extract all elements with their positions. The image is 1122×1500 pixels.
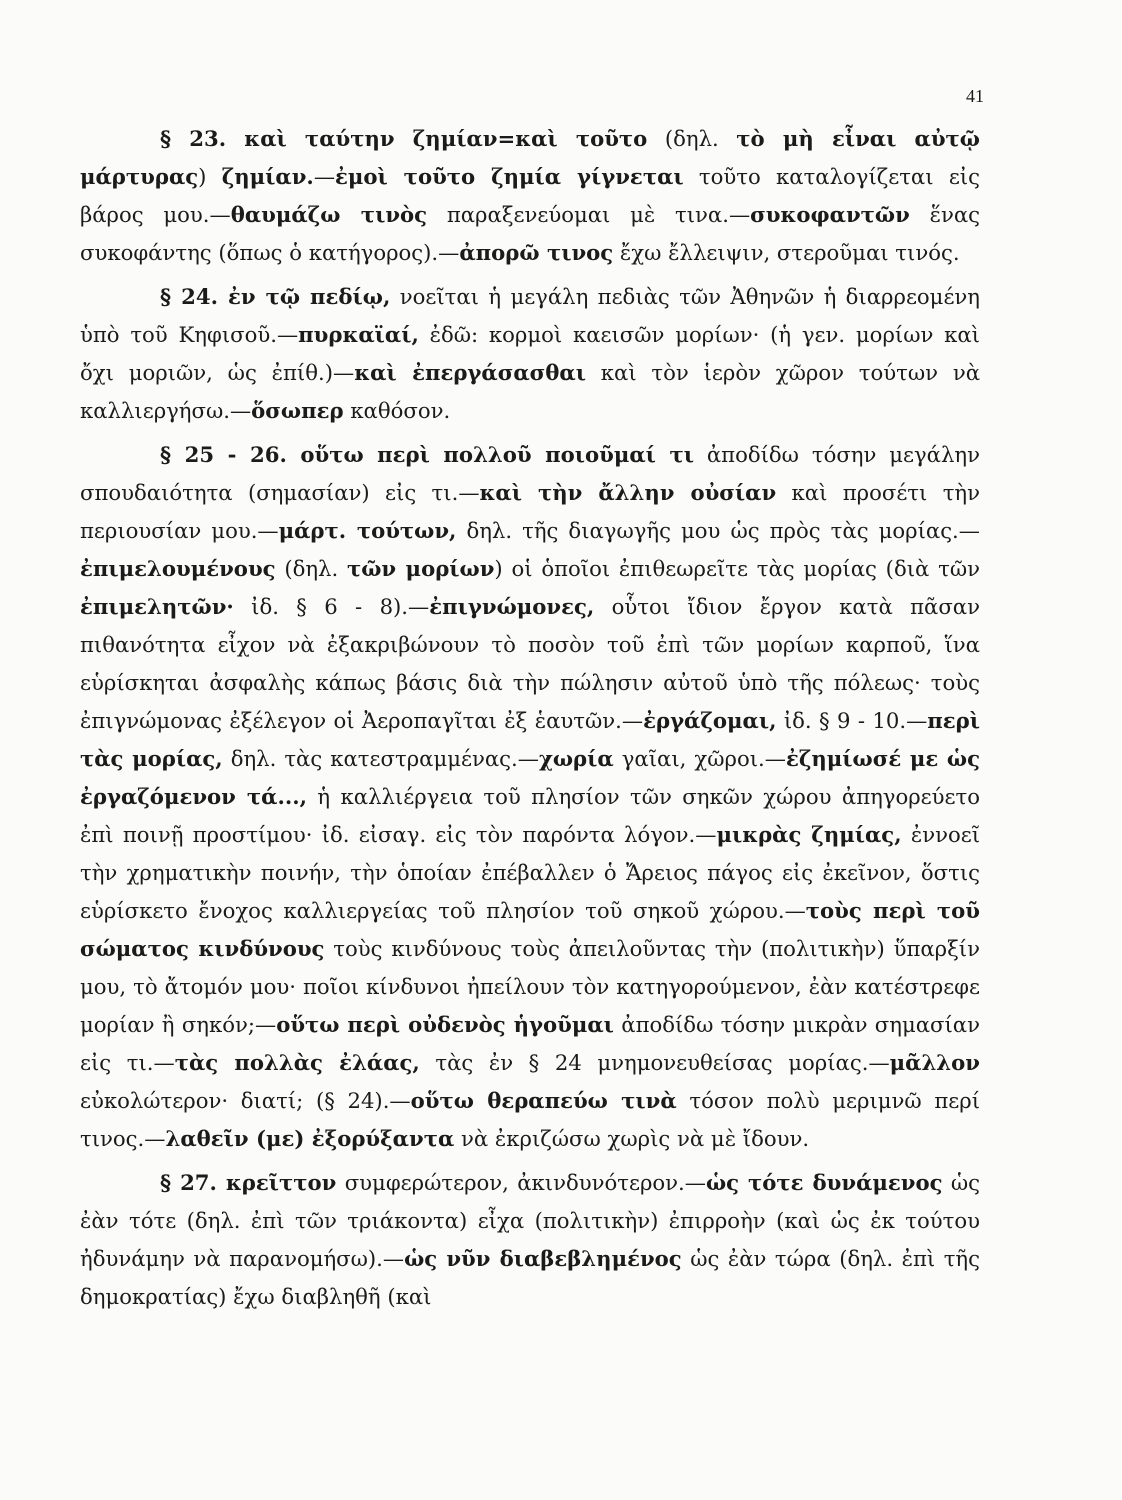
page-number: 41 <box>966 86 984 106</box>
gloss-text: παραξενεύομαι μὲ τινα.— <box>427 202 751 227</box>
lemma-text: θαυμάζω τινὸς <box>230 202 428 227</box>
lemma-text: ἐπιμελητῶν· <box>80 594 234 619</box>
lemma-text: λαθεῖν (με) ἐξορύξαντα <box>165 1126 455 1151</box>
gloss-text: συμφερώτερον, ἀκινδυνότερον.— <box>336 1170 706 1195</box>
gloss-text: ὡς ἐὰν τότε (δηλ. ἐπὶ τῶν τριάκοντα) εἶχα (πολιτικὴν) ἐπιρροὴν (καὶ ὡς ἐκ τούτου ἠδυνάμην νὰ παρανομήσω).— <box>80 1170 980 1271</box>
lemma-text: μάρτ. τούτων, <box>278 518 457 543</box>
lemma-text: τὰς πολλὰς ἐλάας, <box>174 1050 420 1075</box>
lemma-text: ἐργάζομαι, <box>643 708 777 733</box>
gloss-text: νὰ ἐκριζώσω χωρὶς νὰ μὲ ἴδουν. <box>454 1126 810 1151</box>
lemma-text: χωρία <box>538 746 614 771</box>
lemma-text: πυρκαϊαί, <box>298 322 419 347</box>
lemma-text: § 25 - 26. οὕτω περὶ πολλοῦ ποιοῦμαί τι <box>160 442 694 467</box>
lemma-text: οὕτω θεραπεύω τινὰ <box>410 1088 677 1113</box>
gloss-text: δηλ. τῆς διαγωγῆς μου ὡς πρὸς τὰς μορίας.— <box>456 518 980 543</box>
gloss-text: ὡς ἐὰν τώρα (δηλ. ἐπὶ τῆς δημοκρατίας) ἔχω διαβληθῆ (καὶ <box>80 1246 980 1309</box>
gloss-text: ἰδ. § 6 - 8).— <box>233 594 430 619</box>
gloss-text: εὐκολώτερον· διατί; (§ 24).— <box>80 1088 411 1113</box>
gloss-text: καθόσον. <box>343 398 451 423</box>
lemma-text: ἐπιμελουμένους <box>80 556 276 581</box>
lemma-text: μικρὰς ζημίας, <box>716 822 902 847</box>
lemma-text: συκοφαντῶν <box>750 202 910 227</box>
gloss-text: ) οἱ ὁποῖοι ἐπιθεωρεῖτε τὰς μορίας (διὰ τῶν <box>494 556 980 581</box>
lemma-text: τὸ μὴ εἶναι αὐτῷ μάρτυρας <box>80 126 980 189</box>
gloss-text: τοὺς κινδύνους τοὺς ἀπειλοῦντας τὴν (πολιτικὴν) ὕπαρξίν μου, τὸ ἄτομόν μου· ποῖοι κίνδυνοι ἠπείλουν τὸν κατηγορούμενον, ἐὰν κατέστρεφε μορίαν ἢ σηκόν;— <box>80 936 980 1037</box>
gloss-text: — <box>313 164 335 189</box>
gloss-text: ) <box>198 164 222 189</box>
gloss-text: ἡ καλλιέργεια τοῦ πλησίον τῶν σηκῶν χώρου ἀπηγορεύετο ἐπὶ ποινῇ προστίμου· ἰδ. εἰσαγ. εἰς τὸν παρόντα λόγον.— <box>80 784 980 847</box>
paragraph-24 <box>80 278 980 430</box>
lemma-text: μᾶλλον <box>889 1050 980 1075</box>
gloss-text: τοῦτο καταλογίζεται εἰς βάρος μου.— <box>80 164 980 227</box>
gloss-text: τὰς ἐν § 24 μνημονευθείσας μορίας.— <box>419 1050 890 1075</box>
gloss-text: καὶ προσέτι τὴν περιουσίαν μου.— <box>80 480 980 543</box>
lemma-text: ὡς τότε δυνάμενος <box>705 1170 943 1195</box>
commentary-text <box>80 120 980 1316</box>
gloss-text: γαῖαι, χῶροι.— <box>613 746 786 771</box>
lemma-text: οὕτω περὶ οὐδενὸς ἡγοῦμαι <box>276 1012 614 1037</box>
gloss-text: (δηλ. <box>275 556 347 581</box>
paragraph-25-26 <box>80 436 980 1158</box>
gloss-text: οὗτοι ἴδιον ἔργον κατὰ πᾶσαν πιθανότητα εἶχον νὰ ἐξακριβώνουν τὸ ποσὸν τοῦ ἐπὶ τῶν μορίων καρποῦ, ἵνα εὑρίσκηται ἀσφαλὴς κάπως βάσις διὰ τὴν πώλησιν αὐτοῦ ὑπὸ τῆς πόλεως· τοὺς ἐπιγνώμονας ἐξέλεγον οἱ Ἀεροπαγῖται ἐξ ἑαυτῶν.— <box>80 594 980 733</box>
lemma-text: ἀπορῶ τινος <box>459 240 614 265</box>
lemma-text: τοὺς περὶ τοῦ σώματος κινδύνους <box>80 898 980 961</box>
gloss-text: (δηλ. <box>647 126 737 151</box>
gloss-text: ἐννοεῖ τὴν χρηματικὴν ποινήν, τὴν ὁποίαν ἐπέβαλλεν ὁ Ἄρειος πάγος εἰς ἐκεῖνον, ὅστις εὑρίσκετο ἔνοχος καλλιεργείας τοῦ πλησίον τοῦ σηκοῦ χώρου.— <box>80 822 980 923</box>
gloss-text: δηλ. τὰς κατεστραμμένας.— <box>222 746 539 771</box>
lemma-text: ἐπιγνώμονες, <box>429 594 595 619</box>
lemma-text: καὶ ἐπεργάσασθαι <box>354 360 586 385</box>
lemma-text: § 23. καὶ ταύτην ζημίαν=καὶ τοῦτο <box>160 126 648 151</box>
paragraph-23 <box>80 120 980 272</box>
gloss-text: τόσον πολὺ μεριμνῶ περί τινος.— <box>80 1088 981 1151</box>
lemma-text: ἐζημίωσέ με ὡς ἐργαζόμενον τά..., <box>80 746 981 809</box>
gloss-text: ἀποδίδω τόσην μικρὰν σημασίαν εἰς τι.— <box>80 1012 980 1075</box>
lemma-text: περὶ τὰς μορίας, <box>80 708 981 771</box>
lemma-text: § 24. ἐν τῷ πεδίῳ, <box>160 284 391 309</box>
lemma-text: ζημίαν. <box>221 164 314 189</box>
gloss-text: ἕνας συκοφάντης (ὅπως ὁ κατήγορος).— <box>80 202 980 265</box>
lemma-text: ἐμοὶ τοῦτο ζημία γίγνεται <box>335 164 684 189</box>
gloss-text: νοεῖται ἡ μεγάλη πεδιὰς τῶν Ἀθηνῶν ἡ διαρρεομένη ὑπὸ τοῦ Κηφισοῦ.— <box>80 284 980 347</box>
gloss-text: ἀποδίδω τόσην μεγάλην σπουδαιότητα (σημασίαν) εἰς τι.— <box>80 442 980 505</box>
lemma-text: ὅσωπερ <box>251 398 344 423</box>
lemma-text: καὶ τὴν ἄλλην οὐσίαν <box>479 480 777 505</box>
lemma-text: τῶν μορίων <box>347 556 495 581</box>
lemma-text: § 27. κρεῖττον <box>160 1170 337 1195</box>
paragraph-27 <box>80 1164 980 1316</box>
gloss-text: ἰδ. § 9 - 10.— <box>776 708 928 733</box>
lemma-text: ὡς νῦν διαβεβλημένος <box>404 1246 682 1271</box>
gloss-text: ἔχω ἔλλειψιν, στεροῦμαι τινός. <box>613 240 960 265</box>
gloss-text: καὶ τὸν ἱερὸν χῶρον τούτων νὰ καλλιεργήσω.— <box>80 360 981 423</box>
gloss-text: ἐδῶ: κορμοὶ καεισῶν μορίων· (ἡ γεν. μορίων καὶ ὄχι μοριῶν, ὡς ἐπίθ.)— <box>80 322 980 385</box>
